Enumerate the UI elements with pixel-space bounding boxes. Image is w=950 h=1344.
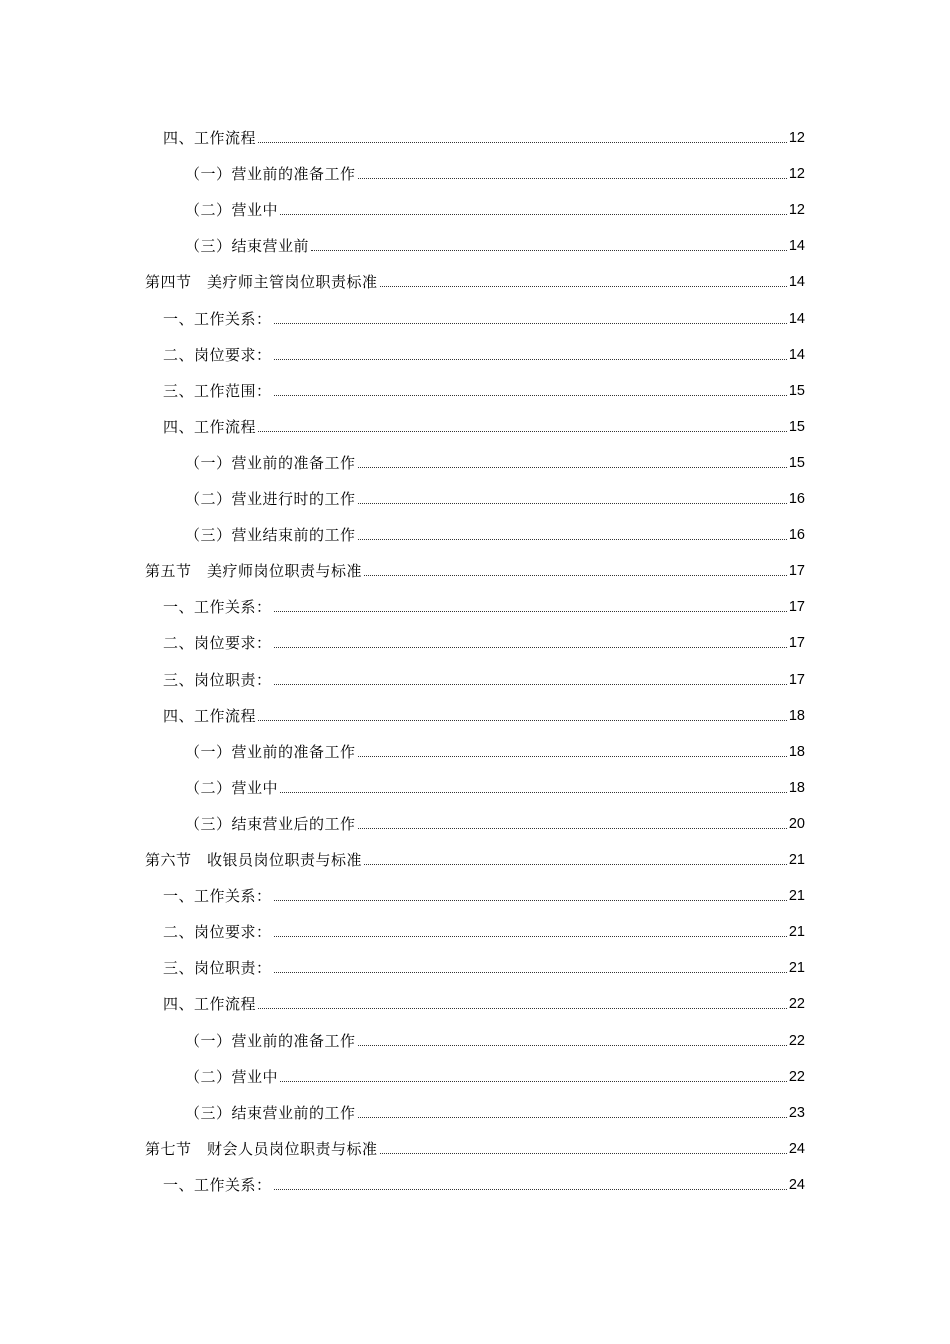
toc-entry-title: （三）结束营业后的工作 <box>185 814 356 833</box>
toc-entry[interactable] <box>163 878 805 906</box>
toc-entry[interactable] <box>185 1059 805 1087</box>
toc-dot-leader <box>274 647 787 648</box>
toc-entry-page-number: 21 <box>788 924 805 941</box>
toc-entry-page-number: 14 <box>788 310 805 327</box>
toc-entry[interactable] <box>185 734 805 762</box>
toc-entry-title: 一、工作关系： <box>163 1175 272 1194</box>
toc-entry-title: （一）营业前的准备工作 <box>185 742 356 761</box>
toc-entry-title: （三）营业结束前的工作 <box>185 526 356 545</box>
toc-dot-leader <box>358 503 787 504</box>
toc-entry-title: （一）营业前的准备工作 <box>185 1031 356 1050</box>
toc-entry[interactable] <box>185 770 805 798</box>
toc-entry-title: 四、工作流程 <box>163 706 257 725</box>
toc-entry-title: 四、工作流程 <box>163 129 257 147</box>
toc-entry[interactable] <box>145 553 805 581</box>
toc-entry-page-number: 14 <box>788 346 805 363</box>
toc-entry-title: 三、岗位职责： <box>163 670 272 689</box>
toc-entry-page-number: 17 <box>788 563 805 580</box>
toc-entry[interactable] <box>163 950 805 978</box>
toc-entry-title: 一、工作关系： <box>163 598 272 617</box>
toc-entry-page-number: 15 <box>788 418 805 435</box>
toc-entry-title: （二）营业中 <box>185 778 279 797</box>
toc-dot-leader <box>258 720 787 721</box>
toc-entry-page-number: 12 <box>788 202 805 219</box>
toc-entry-page-number: 12 <box>788 130 805 146</box>
toc-dot-leader <box>274 359 787 360</box>
toc-dot-leader <box>358 828 787 829</box>
toc-entry-page-number: 17 <box>788 671 805 688</box>
toc-dot-leader <box>364 864 787 865</box>
toc-entry[interactable] <box>145 264 805 292</box>
toc-dot-leader <box>274 395 787 396</box>
toc-entry[interactable] <box>163 409 805 437</box>
toc-entry-page-number: 12 <box>788 166 805 183</box>
toc-dot-leader <box>358 756 787 757</box>
toc-dot-leader <box>274 323 787 324</box>
toc-dot-leader <box>258 431 787 432</box>
toc-entry-page-number: 14 <box>788 238 805 255</box>
toc-entry-title: （二）营业中 <box>185 201 279 220</box>
toc-entry-title: 二、岗位要求： <box>163 634 272 653</box>
toc-entry[interactable] <box>163 589 805 617</box>
toc-dot-leader <box>380 1153 787 1154</box>
toc-entry-page-number: 24 <box>788 1140 805 1157</box>
toc-entry-page-number: 18 <box>788 707 805 724</box>
toc-entry-title: 第五节 美疗师岗位职责与标准 <box>145 562 363 581</box>
toc-entry-title: （三）结束营业前 <box>185 237 310 256</box>
toc-entry-page-number: 20 <box>788 815 805 832</box>
toc-entry-title: 第四节 美疗师主管岗位职责标准 <box>145 273 378 292</box>
toc-dot-leader <box>274 900 787 901</box>
toc-entry-page-number: 22 <box>788 996 805 1013</box>
toc-dot-leader <box>280 792 787 793</box>
toc-entry-page-number: 24 <box>788 1176 805 1193</box>
toc-entry-title: 二、岗位要求： <box>163 923 272 942</box>
toc-entry-page-number: 17 <box>788 635 805 652</box>
toc-entry-title: 三、岗位职责： <box>163 959 272 978</box>
toc-dot-leader <box>274 972 787 973</box>
toc-entry-page-number: 21 <box>788 852 805 868</box>
toc-entry-title: （三）结束营业前的工作 <box>185 1103 356 1122</box>
toc-dot-leader <box>311 250 787 251</box>
toc-entry[interactable] <box>163 337 805 365</box>
toc-entry[interactable] <box>163 625 805 653</box>
toc-dot-leader <box>358 178 787 179</box>
toc-entry[interactable] <box>163 301 805 329</box>
toc-entry-title: 第七节 财会人员岗位职责与标准 <box>145 1139 378 1158</box>
toc-entry-page-number: 21 <box>788 960 805 977</box>
toc-entry[interactable] <box>185 1095 805 1123</box>
toc-entry-page-number: 15 <box>788 454 805 471</box>
toc-entry-title: 四、工作流程 <box>163 995 257 1014</box>
toc-dot-leader <box>258 1008 787 1009</box>
toc-dot-leader <box>358 539 787 540</box>
toc-dot-leader <box>274 611 787 612</box>
toc-dot-leader <box>274 684 787 685</box>
toc-dot-leader <box>280 214 787 215</box>
toc-dot-leader <box>380 286 787 287</box>
toc-dot-leader <box>258 142 787 143</box>
toc-entry-page-number: 16 <box>788 527 805 544</box>
toc-entry[interactable] <box>185 156 805 184</box>
toc-entry-page-number: 21 <box>788 888 805 905</box>
toc-entry-page-number: 15 <box>788 382 805 399</box>
toc-dot-leader <box>280 1081 787 1082</box>
toc-entry-page-number: 22 <box>788 1068 805 1085</box>
toc-entry[interactable] <box>163 662 805 690</box>
toc-entry[interactable] <box>145 842 805 870</box>
toc-dot-leader <box>364 575 787 576</box>
toc-dot-leader <box>274 1189 787 1190</box>
toc-dot-leader <box>358 1117 787 1118</box>
toc-dot-leader <box>358 1045 787 1046</box>
toc-dot-leader <box>274 936 787 937</box>
toc-entry-page-number: 18 <box>788 779 805 796</box>
toc-entry-page-number: 17 <box>788 599 805 616</box>
toc-entry-title: 一、工作关系： <box>163 309 272 328</box>
toc-entry[interactable] <box>163 120 805 148</box>
toc-entry-title: 四、工作流程 <box>163 417 257 436</box>
toc-entry[interactable] <box>163 1167 805 1195</box>
toc-entry[interactable] <box>185 806 805 834</box>
toc-entry-title: （一）营业前的准备工作 <box>185 453 356 472</box>
toc-entry-title: （一）营业前的准备工作 <box>185 165 356 184</box>
toc-entry[interactable] <box>163 698 805 726</box>
toc-entry-page-number: 18 <box>788 743 805 760</box>
toc-entry[interactable] <box>163 373 805 401</box>
toc-entry-title: （二）营业中 <box>185 1067 279 1086</box>
toc-entry[interactable] <box>185 228 805 256</box>
toc-entry[interactable] <box>163 914 805 942</box>
toc-entry-title: 三、工作范围： <box>163 381 272 400</box>
toc-entry-page-number: 22 <box>788 1032 805 1049</box>
toc-entry-page-number: 23 <box>788 1104 805 1121</box>
toc-entry[interactable] <box>185 517 805 545</box>
toc-entry-title: 二、岗位要求： <box>163 345 272 364</box>
toc-entry-title: 第六节 收银员岗位职责与标准 <box>145 851 363 869</box>
toc-entry[interactable] <box>185 445 805 473</box>
toc-dot-leader <box>358 467 787 468</box>
toc-entry[interactable] <box>145 1131 805 1159</box>
toc-entry-page-number: 14 <box>788 274 805 291</box>
toc-entry-page-number: 16 <box>788 491 805 507</box>
toc-entry[interactable] <box>185 481 805 509</box>
toc-entry[interactable] <box>185 192 805 220</box>
toc-entry-title: （二）营业进行时的工作 <box>185 490 356 508</box>
toc-entry[interactable] <box>163 986 805 1014</box>
toc-entry[interactable] <box>185 1023 805 1051</box>
toc-entry-title: 一、工作关系： <box>163 887 272 906</box>
